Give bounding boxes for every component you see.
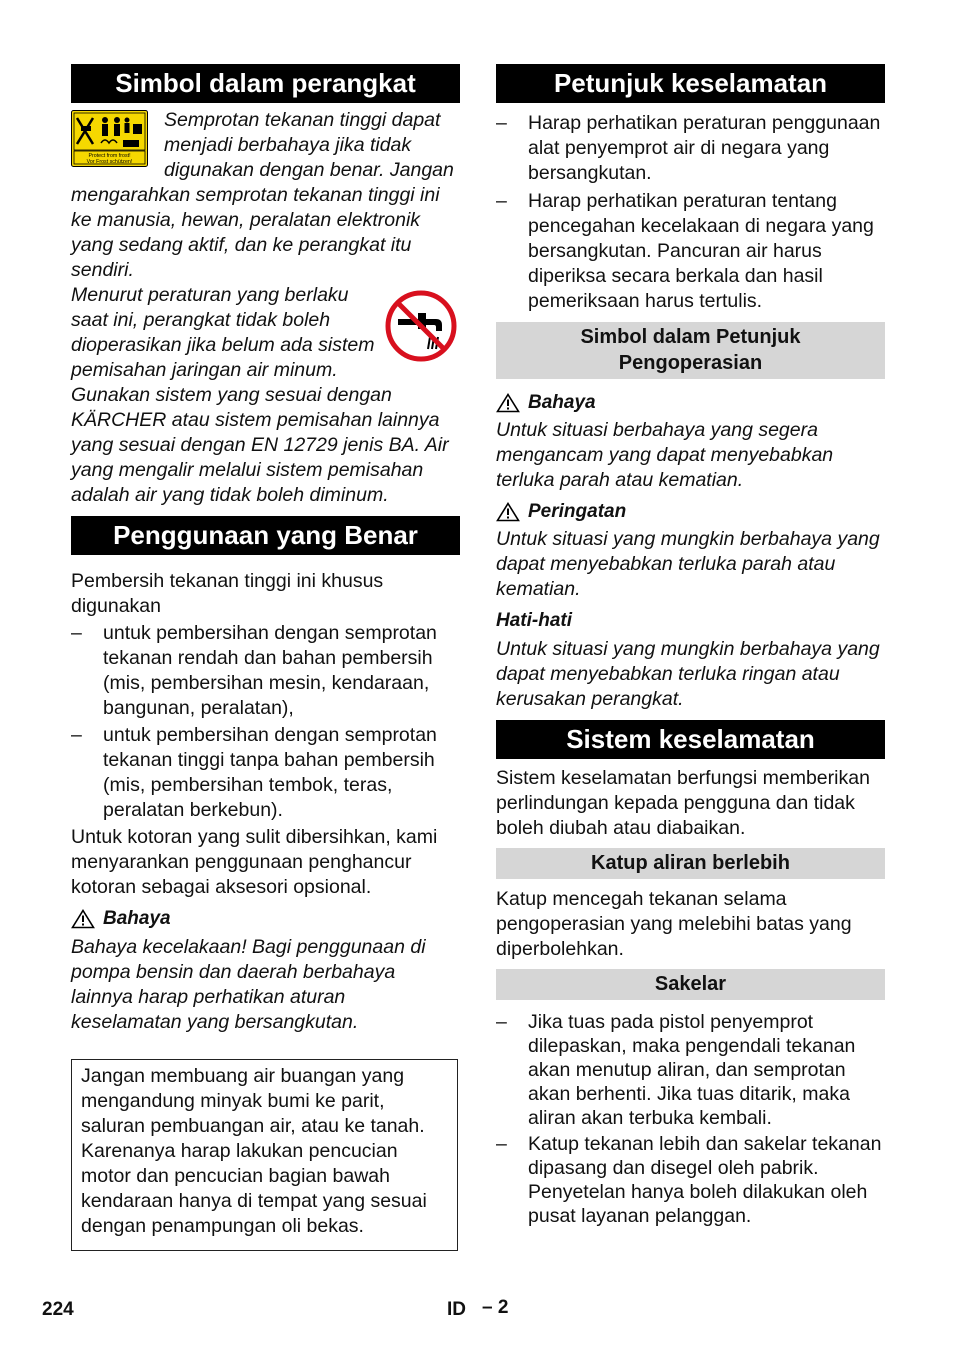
svg-text:Protect from frost!: Protect from frost!	[88, 153, 131, 159]
usage-section	[71, 569, 460, 1251]
warning-triangle-icon	[71, 909, 95, 929]
oil-disposal-notice-box: Jangan membuang air buangan yang mengandung minyak bumi ke parit, saluran pembuangan air, atau ke tanah. Karenanya harap lakukan pencucian motor dan pencucian bagian bawah kendaraan hanya di tempat yang sesuai dengan penampungan oli bekas.	[71, 1059, 458, 1251]
switch-list	[496, 1010, 885, 1228]
right-column	[496, 64, 885, 1228]
danger-definition: Untuk situasi berbahaya yang segera mengancam yang dapat menyebabkan terluka parah atau kematian.	[496, 419, 834, 491]
danger-heading: Bahaya	[71, 906, 460, 931]
sub-page-number: – 2	[482, 1297, 509, 1318]
danger-heading: Bahaya	[496, 390, 885, 415]
high-pressure-warning-text: Semprotan tekanan tinggi dapat menjadi berbahaya jika tidak digunakan dengan benar. Jangan mengarahkan semprotan tekanan tinggi ini ke manusia, hewan, peralatan elektronik yang sedang aktif, dan ke perangkat itu sendiri.	[71, 109, 454, 281]
section-title-simbol-perangkat: Simbol dalam perangkat	[71, 64, 460, 103]
symbol-section	[71, 108, 460, 508]
water-separation-text: Menurut peraturan yang berlaku saat ini, perangkat tidak boleh dioperasikan jika belum ada sistem pemisahan jaringan air minum. Gunakan sistem yang sesuai dengan KÄRCHER atau sistem pemisahan lainnya yang sesuai dengan EN 12729 jenis BA. Air yang mengalir melalui sistem pemisahan adalah air yang tidak boleh diminum.	[71, 284, 449, 506]
list-item: – Katup tekanan lebih dan sakelar tekanan dipasang dan disegel oleh pabrik. Penyetelan hanya boleh dilakukan oleh pusat layanan pelanggan.	[496, 1133, 882, 1227]
section-title-petunjuk-keselamatan: Petunjuk keselamatan	[496, 64, 885, 103]
section-title-sakelar: Sakelar	[496, 969, 885, 1000]
warning-triangle-icon	[496, 393, 520, 413]
frost-warning-label-icon	[71, 110, 148, 167]
no-drinking-water-icon	[384, 289, 458, 363]
caution-definition: Untuk situasi yang mungkin berbahaya yang dapat menyebabkan terluka ringan atau kerusakan perangkat.	[496, 638, 880, 710]
language-code: ID	[447, 1299, 466, 1320]
list-item: – Jika tuas pada pistol penyemprot dilepaskan, maka pengendali tekanan akan menutup aliran, dan semprotan akan berhenti. Jika tuas ditarik, maka aliran akan terbuka kembali.	[496, 1011, 856, 1129]
caution-heading: Hati-hati	[496, 610, 572, 631]
warning-triangle-icon	[496, 502, 520, 522]
list-item: – Harap perhatikan peraturan penggunaan alat penyemprot air di negara yang bersangkutan.	[496, 112, 881, 184]
list-item: – untuk pembersihan dengan semprotan tekanan rendah dan bahan pembersih (mis, pembersihan mesin, kendaraan, bangunan, peralatan),	[71, 622, 437, 719]
section-title-simbol-petunjuk: Simbol dalam Petunjuk Pengoperasian	[496, 322, 885, 379]
usage-after-text: Untuk kotoran yang sulit dibersihkan, kami menyarankan penggunaan penghancur kotoran sebagai aksesori opsional.	[71, 826, 438, 898]
list-item: – Harap perhatikan peraturan tentang pencegahan kecelakaan di negara yang bersangkutan. Pancuran air harus diperiksa secara berkala dan hasil pemeriksaan harus tertulis.	[496, 190, 874, 312]
list-item: – untuk pembersihan dengan semprotan tekanan tinggi tanpa bahan pembersih (mis, pembersihan tembok, teras, peralatan berkebun).	[71, 724, 437, 821]
page-number: 224	[42, 1299, 74, 1320]
overflow-valve-text: Katup mencegah tekanan selama pengoperasian yang melebihi batas yang diperbolehkan.	[496, 888, 852, 960]
section-title-katup-aliran: Katup aliran berlebih	[496, 848, 885, 879]
section-title-sistem-keselamatan: Sistem keselamatan	[496, 720, 885, 759]
left-column	[71, 64, 460, 1251]
warning-heading: Peringatan	[496, 499, 885, 524]
warning-definition: Untuk situasi yang mungkin berbahaya yang dapat menyebabkan terluka parah atau kematian.	[496, 528, 880, 600]
usage-intro: Pembersih tekanan tinggi ini khusus digunakan	[71, 570, 384, 617]
safety-list	[496, 111, 885, 314]
safety-system-text: Sistem keselamatan berfungsi memberikan perlindungan kepada pengguna dan tidak boleh diubah atau diabaikan.	[496, 767, 870, 839]
danger-text: Bahaya kecelakaan! Bagi penggunaan di pompa bensin dan daerah berbahaya lainnya harap perhatikan aturan keselamatan yang bersangkutan.	[71, 936, 426, 1033]
section-title-penggunaan: Penggunaan yang Benar	[71, 516, 460, 555]
svg-text:Vor Frost schützen!: Vor Frost schützen!	[86, 159, 133, 165]
usage-list	[71, 621, 460, 823]
